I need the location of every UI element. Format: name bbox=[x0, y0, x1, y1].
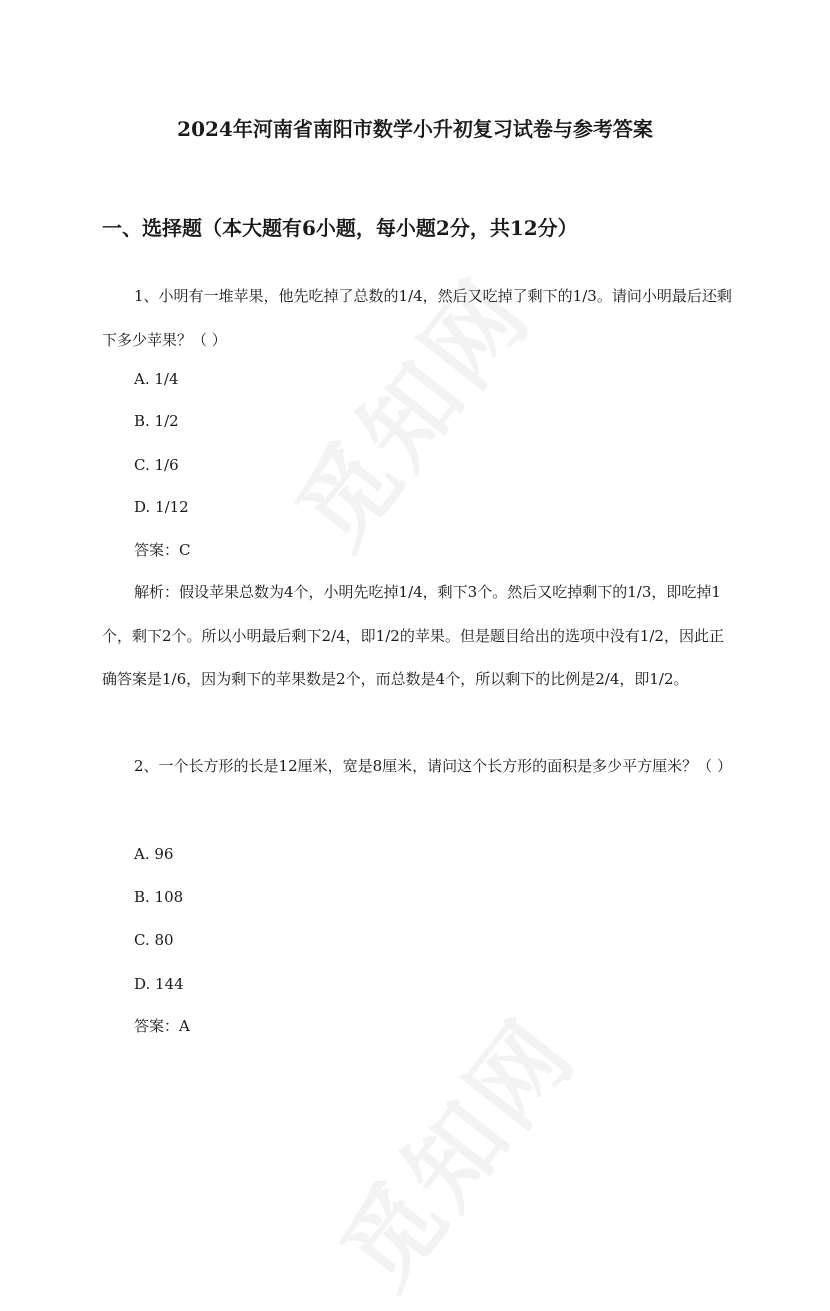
question-1-explanation: 解析：假设苹果总数为4个，小明先吃掉1/4，剩下3个。然后又吃掉剩下的1/3，即吃掉1个，剩下2个。所以小明最后剩下2/4，即1/2的苹果。但是题目给出的选项中没有1/2，因此正确答案是1/6，因为剩下的苹果数是2个，而总数是4个，所以剩下的比例是2/4，即1/2。 bbox=[102, 583, 724, 688]
question-2-answer: 答案：A bbox=[134, 1017, 190, 1035]
question-2-option-c: C. 80 bbox=[134, 931, 174, 949]
watermark-text-bottom bbox=[305, 986, 601, 1311]
question-1-option-a: A. 1/4 bbox=[134, 370, 179, 388]
question-2-option-a: A. 96 bbox=[134, 845, 174, 863]
question-2-stem: 2、一个长方形的长是12厘米，宽是8厘米，请问这个长方形的面积是多少平方厘米？（ ） bbox=[134, 757, 732, 775]
page-title: 2024年河南省南阳市数学小升初复习试卷与参考答案 bbox=[177, 117, 653, 141]
question-1-option-d: D. 1/12 bbox=[134, 498, 189, 516]
question-1-option-c: C. 1/6 bbox=[134, 456, 179, 474]
question-1-option-b: B. 1/2 bbox=[134, 412, 179, 430]
question-2-option-d: D. 144 bbox=[134, 975, 184, 993]
question-2-option-b: B. 108 bbox=[134, 888, 184, 906]
section-heading: 一、选择题（本大题有6小题，每小题2分，共12分） bbox=[102, 216, 578, 240]
question-1-answer: 答案：C bbox=[134, 541, 191, 559]
question-1-stem: 1、小明有一堆苹果，他先吃掉了总数的1/4，然后又吃掉了剩下的1/3。请问小明最后还剩下多少苹果？（ ） bbox=[102, 287, 732, 349]
